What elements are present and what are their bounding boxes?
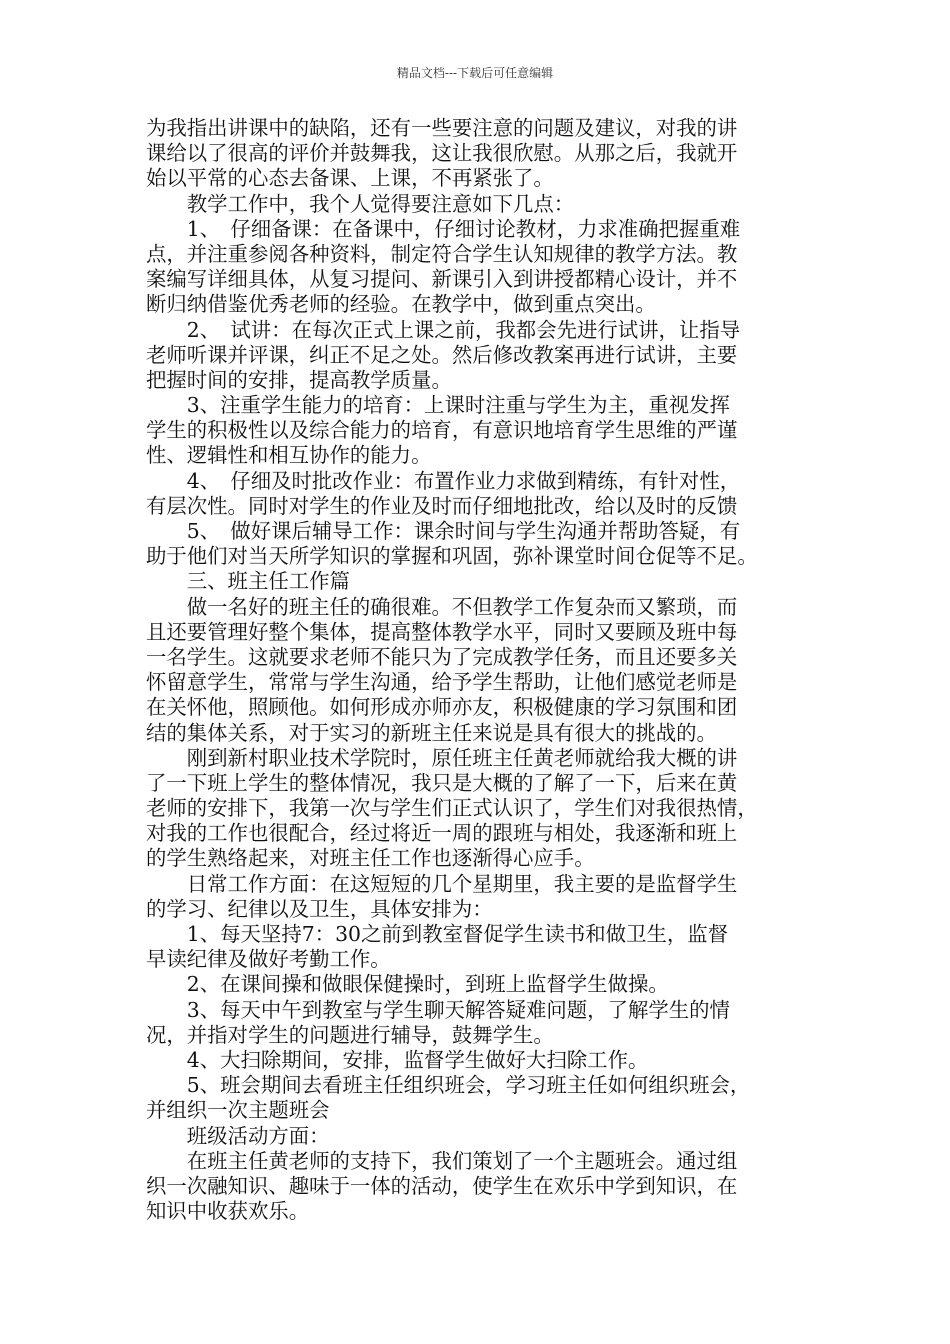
text-line: 点，并注重参阅各种资料，制定符合学生认知规律的教学方法。教 [146, 241, 738, 266]
text-line: 知识中收获欢乐。 [146, 1199, 310, 1224]
text-line: 助于他们对当天所学知识的掌握和巩固，弥补课堂时间仓促等不足。 [146, 544, 758, 569]
text-line: 怀留意学生，常常与学生沟通，给予学生帮助，让他们感觉老师是 [146, 670, 738, 695]
text-line: 5、 做好课后辅导工作：课余时间与学生沟通并帮助答疑，有 [146, 519, 741, 543]
text-line: 早读纪律及做好考勤工作。 [146, 947, 391, 972]
text-line: 一名学生。这就要求老师不能只为了完成教学任务，而且还要多关 [146, 644, 738, 669]
text-line: 班级活动方面： [146, 1123, 330, 1148]
text-line: 刚到新村职业技术学院时，原任班主任黄老师就给我大概的讲 [146, 745, 738, 770]
text-line: 结的集体关系，对于实习的新班主任来说是具有很大的挑战的。 [146, 720, 717, 745]
text-line: 学生的积极性以及综合能力的培育，有意识地培育学生思维的严谨 [146, 418, 738, 443]
text-line: 教学工作中，我个人觉得要注意如下几点： [146, 191, 575, 216]
text-line: 日常工作方面：在这短短的几个星期里，我主要的是监督学生 [146, 871, 738, 896]
text-line: 做一名好的班主任的确很难。不但教学工作复杂而又繁琐，而 [146, 594, 738, 619]
text-line: 3、每天中午到教室与学生聊天解答疑难问题，了解学生的情 [146, 997, 730, 1022]
text-line: 老师听课并评课，纠正不足之处。然后修改教案再进行试讲，主要 [146, 342, 738, 367]
text-line: 1、每天坚持7：30之前到教室督促学生读书和做卫生，监督 [146, 922, 729, 946]
text-line: 始以平常的心态去备课、上课，不再紧张了。 [146, 166, 554, 191]
text-line: 对我的工作也很配合，经过将近一周的跟班与相处，我逐渐和班上 [146, 821, 738, 846]
text-line: 课给以了很高的评价并鼓舞我，这让我很欣慰。从那之后，我就开 [146, 141, 738, 166]
text-line: 2、在课间操和做眼保健操时，到班上监督学生做操。 [146, 972, 669, 997]
text-line: 性、逻辑性和相互协作的能力。 [146, 443, 432, 468]
text-line: 4、 仔细及时批改作业：布置作业力求做到精练，有针对性， [146, 468, 741, 493]
text-line: 有层次性。同时对学生的作业及时而仔细地批改，给以及时的反馈 [146, 493, 738, 518]
text-line: 案编写详细具体，从复习提问、新课引入到讲授都精心设计，并不 [146, 267, 738, 292]
text-line: 况，并指对学生的问题进行辅导，鼓舞学生。 [146, 1022, 554, 1047]
text-line: 4、大扫除期间，安排，监督学生做好大扫除工作。 [146, 1047, 649, 1072]
text-line: 且还要管理好整个集体，提高整体教学水平，同时又要顾及班中每 [146, 619, 738, 644]
text-line: 织一次融知识、趣味于一体的活动，使学生在欢乐中学到知识，在 [146, 1173, 738, 1198]
text-line: 三、班主任工作篇 [146, 569, 350, 594]
text-line: 在班主任黄老师的支持下，我们策划了一个主题班会。通过组 [146, 1148, 738, 1173]
text-line: 的学习、纪律以及卫生，具体安排为： [146, 896, 493, 921]
text-line: 3、注重学生能力的培育：上课时注重与学生为主，重视发挥 [146, 393, 730, 418]
text-line: 了一下班上学生的整体情况，我只是大概的了解了一下，后来在黄 [146, 770, 738, 795]
text-line: 的学生熟络起来，对班主任工作也逐渐得心应手。 [146, 846, 595, 871]
text-line: 5、班会期间去看班主任组织班会，学习班主任如何组织班会， [146, 1073, 751, 1098]
text-line: 断归纳借鉴优秀老师的经验。在教学中，做到重点突出。 [146, 292, 656, 317]
text-line: 在关怀他，照顾他。如何形成亦师亦友，积极健康的学习氛围和团 [146, 695, 738, 720]
document-body [146, 116, 810, 1224]
text-line: 1、 仔细备课：在备课中，仔细讨论教材，力求准确把握重难 [146, 216, 741, 241]
text-line: 并组织一次主题班会 [146, 1098, 330, 1123]
text-line: 2、 试讲：在每次正式上课之前，我都会先进行试讲，让指导 [146, 317, 741, 342]
page-header: 精品文档---下载后可任意编辑 [396, 66, 554, 80]
text-line: 把握时间的安排，提高教学质量。 [146, 367, 452, 392]
text-line: 老师的安排下，我第一次与学生们正式认识了，学生们对我很热情， [146, 796, 758, 821]
text-line: 为我指出讲课中的缺陷，还有一些要注意的问题及建议，对我的讲 [146, 116, 738, 140]
